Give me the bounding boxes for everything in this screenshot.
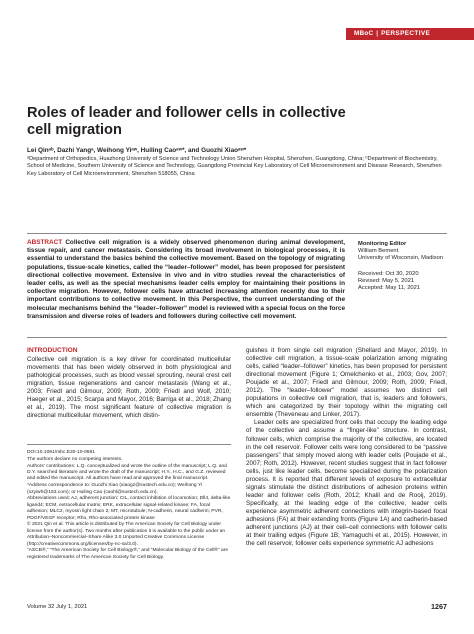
page-number: 1267 — [431, 602, 447, 611]
footnote-abbreviations: Abbreviations used: AJ, adherent junction; CIL, contact inhibition of locomotion; Dll4, delta-like ligand4; ECM, extracellular matrix; ERK, extracellular signal-related kinase; FA, focal adhesion; MLC2, myosin light chain 2; MT, microtubule; N-cadherin, neural cadherin; PVR, PDGF/VEGF receptor; Rho, Rho-associated protein kinase — [27, 496, 231, 521]
editor-name: William Bement — [358, 248, 399, 255]
journal-name: MBoC — [354, 30, 374, 37]
abstract-top-rule — [27, 233, 447, 234]
author-list: Lei Qinᵃᵇ, Dazhi Yangᵃ, Weihong Yiᵃʷ, Huiling Caoᵃʷ*, and Guozhi Xiaoᵃʷ* — [27, 147, 247, 154]
page-footer — [27, 602, 447, 612]
footnote-competing-interests: The authors declare no competing interests. — [27, 456, 123, 462]
intro-paragraph-1: Collective cell migration is a key driver for coordinated multicellular movements that has been widely observed in both physiological and pathological processes, such as blood vessel sprouting, neural crest cell migration, tissue regenerations and cancer metastasis (Wang et al., 2003; Friedl and Gilmour, 2009; Roth, 2009; Friedl and Wolf, 2010; Haeger et al., 2015; Scarpa and Mayor, 2016; Barriga et al., 2018; Zhang et al., 2019). The most significant feature of collective migration is directional multicellular movement, which distin- — [27, 356, 231, 420]
article-title: Roles of leader and follower cells in collective cell migration — [27, 105, 346, 138]
body-paragraph-1: guishes it from single cell migration (Shellard and Mayor, 2019). In collective cell migration, a tissue-scale polarization among migrating cells, called “leader–follower” kinetics, has been proposed for persistent directional movement (Figure 1; Omelchenko et al., 2003; Gov, 2007; Poujade et al., 2007; Friedl and Gilmour, 2009; Roth, 2009; Friedl, 2012). The “leader–follower” model assumes two distinct cell populations in collective cell migration, that is, leaders and followers, which are categorized by their topology within the migrating cell ensemble (Theveneau and Linker, 2017). — [246, 347, 447, 419]
received-date: Received: Oct 30, 2020 — [358, 270, 419, 277]
abstract-text: Collective cell migration is a widely observed phenomenon during animal development, tissue repair, and cancer metastasis. Considering its broad involvement in biological processes, it is essential to understand the basics behind the collective movement. Based on the topology of migrating populations, tissue-scale kinetics, called the “leader–follower” model, has been proposed for persistent directional collective movement. Extensive in vivo and in vitro studies reveal the characteristics of leader cells, as well as the special mechanisms leader cells employ for maintaining their positions in collective migration. However, follower cells have attracted increasing attention recently due to their important contributions to collective movement. In this Perspective, the current understanding of the molecular mechanisms behind the “leader–follower” model is reviewed with a special focus on the force transmission and diverse roles of leaders and followers during collective cell movement. — [27, 239, 346, 320]
editor-institution: University of Wisconsin, Madison — [358, 255, 444, 262]
footnote-trademarks: “ASCB®,” “The American Society for Cell Biology®,” and “Molecular Biology of the Cell®” are registered trademarks of The American Society for Cell Biology. — [27, 548, 229, 560]
body-paragraph-2: Leader cells are specialized front cells that occupy the leading edge of the collective and assume a “finger-like” structure. In contrast, follower cells, which comprise the majority of the collective, are located in the cell reservoir. Follower cells were long considered to be “passive passengers” that simply moved along with leader cells (Poujade et al., 2007; Roth, 2012). However, recent studies suggest that in fact follower cells, just like leader cells, become specialized during the polarization process. It is reported that different levels of exposure to extracellular signals stimulate the distinct distributions of adhesion proteins within leader and follower cells (Roth, 2012; Khalil and de Rooij, 2019). Specifically, at the leading edge of the collective, leader cells experience asymmetric adherent connections with integrin-based focal adhesions (FA) at their extending fronts (Figure 1A) and cadherin-based adherent junctions (AJ) at their cell–cell connections with follower cells at their trailing edges (Figure 1B; Yamaguchi et al., 2015). However, in the cell reservoir, follower cells experience symmetric AJ adhesions — [246, 419, 447, 548]
accepted-date: Accepted: May 11, 2021 — [358, 285, 421, 292]
editor-info — [358, 241, 454, 292]
right-column — [246, 347, 447, 548]
section-label: PERSPECTIVE — [381, 30, 431, 37]
abstract-bottom-rule — [27, 337, 447, 338]
footnote-rule — [27, 444, 231, 445]
banner-separator: | — [376, 30, 379, 37]
footnote-contributions: Authors’ contributions: L.Q. conceptualized and wrote the outline of the manuscript; L.Q. and D.Y. searched literature and wrote the draft of the manuscript; H.Y., H.C., and G.Z. reviewed and edited the manuscript. All authors have read and approved the final manuscript. — [27, 463, 227, 482]
left-column — [27, 347, 231, 420]
revised-date: Revised: May 5, 2021 — [358, 277, 415, 284]
abstract — [27, 239, 345, 321]
affiliations: ᵃDepartment of Orthopedics, Huazhong University of Science and Technology Union Shenzhen Hospital, Shenzhen, Guangdong, China; ᵇDepartment of Biochemistry, School of Medicine, Southern University of Science and Technology, Guangdong Provincial Key Laboratory of Cell Microenvironment and Disease Research, Shenzhen Key Laboratory of Cell Microenvironment, Shenzhen 518055, China — [27, 156, 442, 177]
introduction-heading: INTRODUCTION — [27, 347, 78, 354]
editor-heading: Monitoring Editor — [358, 241, 407, 247]
footnotes — [27, 450, 231, 562]
journal-section-banner — [346, 28, 474, 40]
abstract-label: ABSTRACT — [27, 239, 63, 246]
footnote-correspondence: *Address correspondence to: Guozhi Xiao (xiaogz@sustech.edu.cn); Weihong Yi (szyiwh@163.com); or Huiling Cao (caohl@sustech.edu.cn). — [27, 483, 203, 495]
footnote-license: © 2021 Qin et al. This article is distributed by The American Society for Cell Biology under license from the author(s). Two months after publication it is available to the public under an Attribution–Noncommercial–Share Alike 3.0 Unported Creative Commons License (http://creativecommons.org/licenses/by-nc-sa/3.0). — [27, 522, 226, 547]
footnote-doi: DOI:10.1091/mbc.E20-10-0681 — [27, 450, 95, 455]
volume-date: Volume 32 July 1, 2021 — [27, 604, 88, 610]
